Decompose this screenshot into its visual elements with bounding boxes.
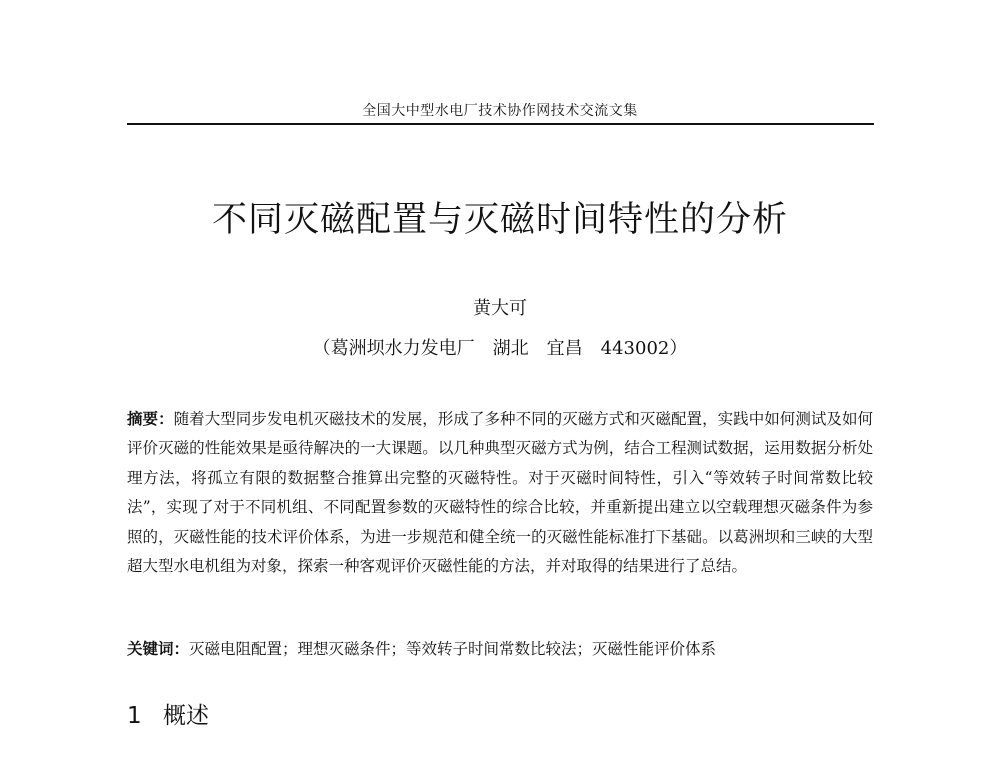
section-title: 概述 xyxy=(163,703,209,729)
keywords xyxy=(127,637,873,661)
section-number: 1 xyxy=(127,703,142,729)
keywords-text: 灭磁电阻配置；理想灭磁条件；等效转子时间常数比较法；灭磁性能评价体系 xyxy=(189,640,717,658)
author-affiliation: （葛洲坝水力发电厂 湖北 宜昌 443002） xyxy=(312,338,688,359)
keywords-label: 关键词： xyxy=(127,639,190,658)
abstract xyxy=(127,404,873,581)
running-header: 全国大中型水电厂技术协作网技术交流文集 xyxy=(362,103,638,119)
paper-title: 不同灭磁配置与灭磁时间特性的分析 xyxy=(211,200,788,240)
abstract-text: 随着大型同步发电机灭磁技术的发展，形成了多种不同的灭磁方式和灭磁配置，实践中如何测试及如何评价灭磁的性能效果是亟待解决的一大课题。以几种典型灭磁方式为例，结合工程测试数据，运用数据分析处理方法，将孤立有限的数据整合推算出完整的灭磁特性。对于灭磁时间特性，引入“等效转子时间常数比较法”，实现了对于不同机组、不同配置参数的灭磁特性的综合比较，并重新提出建立以空载理想灭磁条件为参照的，灭磁性能的技术评价体系，为进一步规范和健全统一的灭磁性能标准打下基础。以葛洲坝和三峡的大型超大型水电机组为对象，探索一种客观评价灭磁性能的方法，并对取得的结果进行了总结。 xyxy=(127,410,873,576)
author-name: 黄大可 xyxy=(473,298,527,319)
section-heading xyxy=(127,701,209,731)
abstract-label: 摘要： xyxy=(127,409,174,428)
header-rule xyxy=(127,123,874,125)
